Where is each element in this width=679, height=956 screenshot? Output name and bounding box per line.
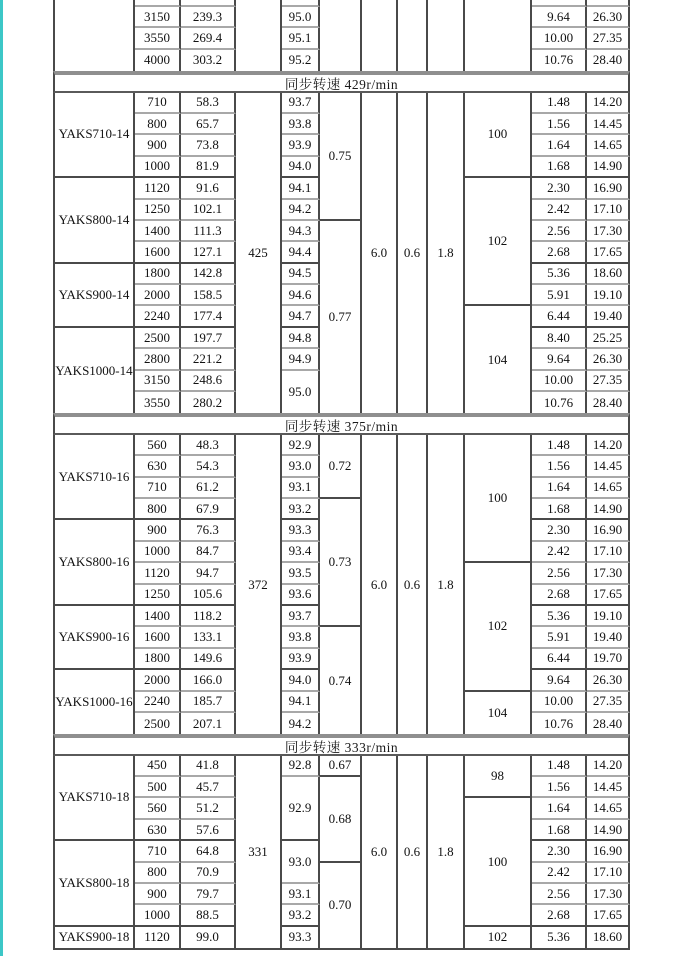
model-cell: YAKS710-18 — [55, 756, 135, 842]
efficiency-cell: 93.2 — [282, 905, 320, 926]
power-factor-cell — [320, 0, 362, 71]
col12-value-cell: 16.90 — [587, 520, 630, 541]
output-cell: 2500 — [135, 713, 181, 734]
efficiency-cell: 93.4 — [282, 542, 320, 563]
output-cell: 900 — [135, 884, 181, 905]
col11-value-cell: 2.56 — [532, 563, 587, 584]
ratio-cell: 1.8 — [428, 93, 465, 414]
efficiency-cell: 94.1 — [282, 178, 320, 199]
col11-value-cell: 1.56 — [532, 777, 587, 798]
col12-value-cell: 26.30 — [587, 349, 630, 370]
power-factor-cell: 0.74 — [320, 627, 362, 734]
left-edge-accent-strip — [0, 0, 3, 956]
torque-cell: 280.2 — [181, 392, 236, 413]
output-cell: 450 — [135, 756, 181, 777]
efficiency-cell — [282, 0, 320, 7]
col11-value-cell: 2.42 — [532, 542, 587, 563]
torque-cell: 248.6 — [181, 371, 236, 392]
col11-value-cell: 9.64 — [532, 7, 587, 28]
section-header: 同步转速 375r/min — [53, 413, 630, 434]
output-cell: 630 — [135, 820, 181, 841]
col11-value-cell: 5.91 — [532, 627, 587, 648]
efficiency-cell: 93.7 — [282, 93, 320, 114]
efficiency-cell: 94.3 — [282, 221, 320, 242]
table-section — [53, 435, 630, 734]
efficiency-cell: 94.7 — [282, 306, 320, 327]
col11-value-cell: 1.64 — [532, 798, 587, 819]
output-cell: 2500 — [135, 328, 181, 349]
efficiency-cell: 94.9 — [282, 349, 320, 370]
col11-value-cell: 1.48 — [532, 756, 587, 777]
col12-value-cell: 14.90 — [587, 499, 630, 520]
col12-value-cell: 28.40 — [587, 50, 630, 71]
col12-value-cell: 19.70 — [587, 649, 630, 670]
speed-cell: 331 — [236, 756, 282, 949]
output-cell: 710 — [135, 841, 181, 862]
torque-cell: 91.6 — [181, 178, 236, 199]
efficiency-cell: 93.5 — [282, 563, 320, 584]
col11-value-cell: 10.76 — [532, 713, 587, 734]
speed-cell: 425 — [236, 93, 282, 414]
col11-value-cell: 5.36 — [532, 606, 587, 627]
table-section — [53, 756, 630, 951]
efficiency-cell: 93.6 — [282, 585, 320, 606]
efficiency-cell: 94.5 — [282, 264, 320, 285]
col12-value-cell: 19.40 — [587, 306, 630, 327]
output-cell: 560 — [135, 798, 181, 819]
col12-value-cell: 26.30 — [587, 670, 630, 691]
col12-value-cell: 27.35 — [587, 692, 630, 713]
efficiency-cell: 94.0 — [282, 670, 320, 691]
col11-value-cell: 1.56 — [532, 114, 587, 135]
col12-value-cell: 26.30 — [587, 7, 630, 28]
output-cell: 900 — [135, 135, 181, 156]
output-cell: 1600 — [135, 627, 181, 648]
ratio-cell: 6.0 — [362, 756, 398, 949]
efficiency-cell: 94.0 — [282, 157, 320, 178]
col12-value-cell: 17.30 — [587, 884, 630, 905]
col12-value-cell: 14.20 — [587, 756, 630, 777]
col11-value-cell: 5.91 — [532, 285, 587, 306]
col11-value-cell: 1.64 — [532, 135, 587, 156]
col11-value-cell: 9.64 — [532, 349, 587, 370]
torque-cell: 73.8 — [181, 135, 236, 156]
output-cell: 3550 — [135, 392, 181, 413]
col11-value-cell: 10.00 — [532, 371, 587, 392]
output-cell: 1400 — [135, 606, 181, 627]
output-cell: 1120 — [135, 927, 181, 948]
torque-cell: 65.7 — [181, 114, 236, 135]
col11-value-cell: 10.76 — [532, 50, 587, 71]
col12-value-cell: 17.30 — [587, 221, 630, 242]
torque-cell: 76.3 — [181, 520, 236, 541]
output-cell: 800 — [135, 114, 181, 135]
output-cell: 500 — [135, 777, 181, 798]
col12-value-cell: 18.60 — [587, 927, 630, 948]
noise-cell: 100 — [465, 93, 532, 179]
noise-cell — [465, 0, 532, 71]
col12-value-cell: 14.45 — [587, 114, 630, 135]
efficiency-cell: 94.2 — [282, 713, 320, 734]
ratio-cell — [428, 0, 465, 71]
efficiency-cell: 93.0 — [282, 456, 320, 477]
col12-value-cell: 14.20 — [587, 93, 630, 114]
col12-value-cell: 19.10 — [587, 606, 630, 627]
noise-cell: 98 — [465, 756, 532, 799]
output-cell: 2000 — [135, 285, 181, 306]
torque-cell: 239.3 — [181, 7, 236, 28]
power-factor-cell: 0.68 — [320, 777, 362, 863]
efficiency-cell: 94.4 — [282, 242, 320, 263]
output-cell: 800 — [135, 499, 181, 520]
col12-value-cell: 18.60 — [587, 264, 630, 285]
noise-cell: 104 — [465, 692, 532, 735]
power-factor-cell: 0.77 — [320, 221, 362, 414]
torque-cell: 127.1 — [181, 242, 236, 263]
col11-value-cell: 1.48 — [532, 435, 587, 456]
torque-cell: 51.2 — [181, 798, 236, 819]
efficiency-cell: 93.3 — [282, 520, 320, 541]
torque-cell: 48.3 — [181, 435, 236, 456]
efficiency-cell: 93.1 — [282, 478, 320, 499]
torque-cell: 269.4 — [181, 28, 236, 49]
col12-value-cell: 17.10 — [587, 542, 630, 563]
ratio-cell: 0.6 — [398, 756, 428, 949]
torque-cell: 149.6 — [181, 649, 236, 670]
output-cell: 1250 — [135, 200, 181, 221]
col11-value-cell: 5.36 — [532, 927, 587, 948]
col12-value-cell: 16.90 — [587, 841, 630, 862]
col11-value-cell: 10.76 — [532, 392, 587, 413]
efficiency-cell: 95.0 — [282, 7, 320, 28]
col12-value-cell: 17.65 — [587, 242, 630, 263]
power-factor-cell: 0.72 — [320, 435, 362, 499]
output-cell: 1000 — [135, 157, 181, 178]
ratio-cell: 6.0 — [362, 93, 398, 414]
output-cell: 3150 — [135, 371, 181, 392]
model-cell: YAKS710-14 — [55, 93, 135, 179]
col12-value-cell: 14.65 — [587, 798, 630, 819]
output-cell: 1800 — [135, 649, 181, 670]
col11-value-cell: 2.68 — [532, 242, 587, 263]
col11-value-cell — [532, 0, 587, 7]
torque-cell: 81.9 — [181, 157, 236, 178]
output-cell: 710 — [135, 93, 181, 114]
col11-value-cell: 10.00 — [532, 692, 587, 713]
torque-cell: 54.3 — [181, 456, 236, 477]
col11-value-cell: 2.30 — [532, 841, 587, 862]
torque-cell: 57.6 — [181, 820, 236, 841]
col11-value-cell: 2.42 — [532, 200, 587, 221]
col12-value-cell: 28.40 — [587, 713, 630, 734]
col11-value-cell: 2.68 — [532, 585, 587, 606]
torque-cell: 58.3 — [181, 93, 236, 114]
col11-value-cell: 2.30 — [532, 178, 587, 199]
ratio-cell: 0.6 — [398, 93, 428, 414]
efficiency-cell: 95.0 — [282, 371, 320, 414]
col11-value-cell: 6.44 — [532, 649, 587, 670]
ratio-cell: 1.8 — [428, 435, 465, 734]
col12-value-cell: 28.40 — [587, 392, 630, 413]
col12-value-cell: 19.40 — [587, 627, 630, 648]
noise-cell: 102 — [465, 563, 532, 691]
motor-spec-table — [53, 0, 630, 950]
output-cell: 560 — [135, 435, 181, 456]
efficiency-cell: 93.2 — [282, 499, 320, 520]
speed-cell — [236, 0, 282, 71]
col12-value-cell: 16.90 — [587, 178, 630, 199]
efficiency-cell: 94.2 — [282, 200, 320, 221]
model-cell: YAKS1000-16 — [55, 670, 135, 734]
output-cell: 800 — [135, 863, 181, 884]
efficiency-cell: 94.6 — [282, 285, 320, 306]
ratio-cell — [398, 0, 428, 71]
torque-cell: 177.4 — [181, 306, 236, 327]
efficiency-cell: 92.9 — [282, 777, 320, 841]
output-cell: 1120 — [135, 563, 181, 584]
output-cell: 2240 — [135, 306, 181, 327]
col11-value-cell: 1.64 — [532, 478, 587, 499]
model-cell: YAKS800-14 — [55, 178, 135, 264]
torque-cell: 158.5 — [181, 285, 236, 306]
torque-cell: 41.8 — [181, 756, 236, 777]
efficiency-cell: 93.7 — [282, 606, 320, 627]
efficiency-cell: 93.9 — [282, 649, 320, 670]
torque-cell: 64.8 — [181, 841, 236, 862]
torque-cell: 111.3 — [181, 221, 236, 242]
torque-cell: 185.7 — [181, 692, 236, 713]
col11-value-cell: 8.40 — [532, 328, 587, 349]
table-section — [53, 0, 630, 71]
efficiency-cell: 93.8 — [282, 627, 320, 648]
efficiency-cell: 95.1 — [282, 28, 320, 49]
torque-cell: 67.9 — [181, 499, 236, 520]
torque-cell: 79.7 — [181, 884, 236, 905]
torque-cell: 45.7 — [181, 777, 236, 798]
model-cell: YAKS800-18 — [55, 841, 135, 927]
model-cell: YAKS800-16 — [55, 520, 135, 606]
torque-cell: 142.8 — [181, 264, 236, 285]
power-factor-cell: 0.73 — [320, 499, 362, 627]
output-cell: 3150 — [135, 7, 181, 28]
output-cell: 1600 — [135, 242, 181, 263]
output-cell: 1800 — [135, 264, 181, 285]
efficiency-cell: 93.3 — [282, 927, 320, 948]
noise-cell: 104 — [465, 306, 532, 413]
output-cell: 3550 — [135, 28, 181, 49]
col12-value-cell: 27.35 — [587, 28, 630, 49]
col12-value-cell: 14.65 — [587, 478, 630, 499]
table-section — [53, 93, 630, 414]
torque-cell: 88.5 — [181, 905, 236, 926]
col11-value-cell: 2.30 — [532, 520, 587, 541]
col11-value-cell: 1.68 — [532, 499, 587, 520]
col11-value-cell: 2.56 — [532, 221, 587, 242]
efficiency-cell: 92.9 — [282, 435, 320, 456]
col12-value-cell: 17.10 — [587, 863, 630, 884]
col12-value-cell: 19.10 — [587, 285, 630, 306]
section-header: 同步转速 333r/min — [53, 734, 630, 755]
col12-value-cell: 17.65 — [587, 585, 630, 606]
efficiency-cell: 95.2 — [282, 50, 320, 71]
col12-value-cell: 14.20 — [587, 435, 630, 456]
col11-value-cell: 1.68 — [532, 157, 587, 178]
col12-value-cell: 14.90 — [587, 820, 630, 841]
model-cell: YAKS1000-14 — [55, 328, 135, 414]
output-cell: 4000 — [135, 50, 181, 71]
efficiency-cell: 93.8 — [282, 114, 320, 135]
power-factor-cell: 0.67 — [320, 756, 362, 777]
torque-cell: 166.0 — [181, 670, 236, 691]
col12-value-cell: 25.25 — [587, 328, 630, 349]
output-cell: 1400 — [135, 221, 181, 242]
efficiency-cell: 93.9 — [282, 135, 320, 156]
model-cell: YAKS710-16 — [55, 435, 135, 521]
col12-value-cell: 17.10 — [587, 200, 630, 221]
torque-cell: 61.2 — [181, 478, 236, 499]
model-cell — [55, 0, 135, 71]
col12-value-cell: 14.45 — [587, 777, 630, 798]
model-cell: YAKS900-16 — [55, 606, 135, 670]
torque-cell: 70.9 — [181, 863, 236, 884]
ratio-cell — [362, 0, 398, 71]
power-factor-cell: 0.75 — [320, 93, 362, 221]
col11-value-cell: 1.56 — [532, 456, 587, 477]
output-cell: 2000 — [135, 670, 181, 691]
efficiency-cell: 93.0 — [282, 841, 320, 884]
col12-value-cell: 27.35 — [587, 371, 630, 392]
torque-cell: 84.7 — [181, 542, 236, 563]
noise-cell: 100 — [465, 435, 532, 563]
noise-cell: 100 — [465, 798, 532, 926]
section-header: 同步转速 429r/min — [53, 71, 630, 92]
efficiency-cell: 93.1 — [282, 884, 320, 905]
efficiency-cell: 94.8 — [282, 328, 320, 349]
col11-value-cell: 2.42 — [532, 863, 587, 884]
col11-value-cell: 5.36 — [532, 264, 587, 285]
torque-cell: 94.7 — [181, 563, 236, 584]
col11-value-cell: 1.68 — [532, 820, 587, 841]
torque-cell: 303.2 — [181, 50, 236, 71]
efficiency-cell: 94.1 — [282, 692, 320, 713]
output-cell: 1250 — [135, 585, 181, 606]
torque-cell: 105.6 — [181, 585, 236, 606]
torque-cell — [181, 0, 236, 7]
output-cell: 2240 — [135, 692, 181, 713]
ratio-cell: 6.0 — [362, 435, 398, 734]
model-cell: YAKS900-18 — [55, 927, 135, 948]
ratio-cell: 0.6 — [398, 435, 428, 734]
torque-cell: 102.1 — [181, 200, 236, 221]
efficiency-cell: 92.8 — [282, 756, 320, 777]
col12-value-cell — [587, 0, 630, 7]
col12-value-cell: 14.90 — [587, 157, 630, 178]
col11-value-cell: 2.56 — [532, 884, 587, 905]
col12-value-cell: 14.45 — [587, 456, 630, 477]
output-cell: 1120 — [135, 178, 181, 199]
torque-cell: 221.2 — [181, 349, 236, 370]
torque-cell: 99.0 — [181, 927, 236, 948]
torque-cell: 118.2 — [181, 606, 236, 627]
torque-cell: 133.1 — [181, 627, 236, 648]
model-cell: YAKS900-14 — [55, 264, 135, 328]
col11-value-cell: 1.48 — [532, 93, 587, 114]
output-cell: 2800 — [135, 349, 181, 370]
output-cell — [135, 0, 181, 7]
noise-cell: 102 — [465, 178, 532, 306]
col11-value-cell: 9.64 — [532, 670, 587, 691]
output-cell: 900 — [135, 520, 181, 541]
speed-cell: 372 — [236, 435, 282, 734]
col11-value-cell: 2.68 — [532, 905, 587, 926]
torque-cell: 207.1 — [181, 713, 236, 734]
col11-value-cell: 6.44 — [532, 306, 587, 327]
power-factor-cell: 0.70 — [320, 863, 362, 949]
col12-value-cell: 14.65 — [587, 135, 630, 156]
torque-cell: 197.7 — [181, 328, 236, 349]
col11-value-cell: 10.00 — [532, 28, 587, 49]
output-cell: 710 — [135, 478, 181, 499]
output-cell: 1000 — [135, 905, 181, 926]
noise-cell: 102 — [465, 927, 532, 948]
col12-value-cell: 17.65 — [587, 905, 630, 926]
col12-value-cell: 17.30 — [587, 563, 630, 584]
output-cell: 1000 — [135, 542, 181, 563]
ratio-cell: 1.8 — [428, 756, 465, 949]
output-cell: 630 — [135, 456, 181, 477]
